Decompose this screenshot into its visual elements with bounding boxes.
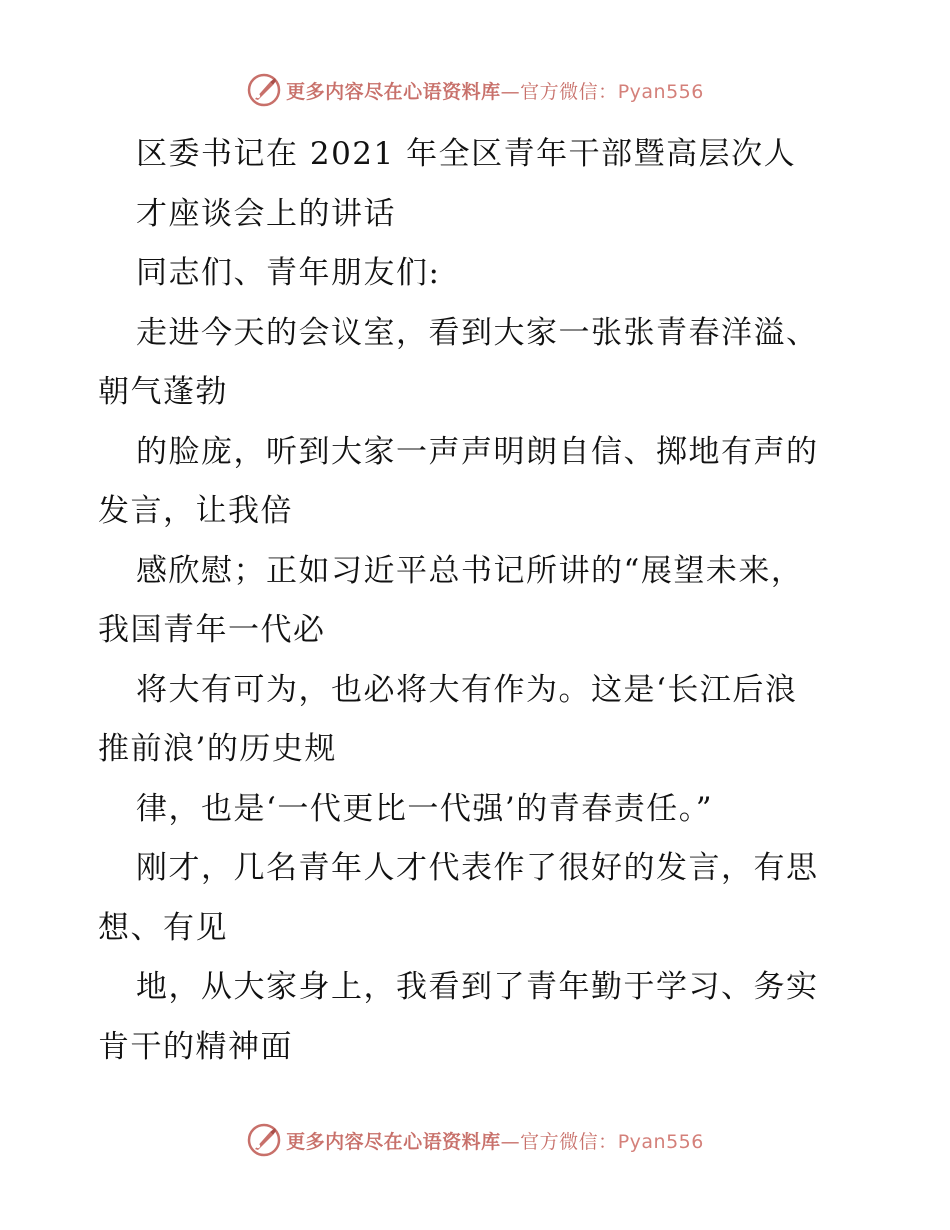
paragraph-line: 将大有可为，也必将大有作为。这是‘长江后浪 — [136, 671, 798, 708]
feather-seal-logo-icon — [246, 1122, 282, 1158]
paragraph-line: 推前浪’的历史规 — [98, 731, 337, 767]
watermark-wechat-id: Pyan556 — [617, 80, 704, 103]
watermark-separator: — — [500, 80, 521, 103]
title-line-1: 区委书记在 2021 年全区青年干部暨高层次人 — [136, 136, 797, 172]
salutation: 同志们、青年朋友们: — [136, 255, 441, 291]
paragraph-line: 发言，让我倍 — [98, 493, 293, 529]
watermark-wechat-label: 官方微信： — [520, 1130, 618, 1153]
paragraph-line: 想、有见 — [98, 909, 228, 946]
watermark-footer — [0, 1120, 950, 1160]
paragraph-line: 我国青年一代必 — [98, 612, 326, 648]
paragraph-line: 的脸庞，听到大家一声声明朗自信、掷地有声的 — [136, 433, 819, 470]
paragraph-line: 感欣慰；正如习近平总书记所讲的“展望未来， — [136, 552, 804, 589]
paragraph-line: 肯干的精神面 — [98, 1028, 293, 1065]
title-line-2: 才座谈会上的讲话 — [136, 195, 396, 232]
watermark-header — [0, 70, 950, 110]
paragraph-line: 走进今天的会议室，看到大家一张张青春洋溢、 — [136, 314, 819, 351]
watermark-separator: — — [500, 1130, 521, 1153]
paragraph-line: 律，也是‘一代更比一代强’的青春责任。” — [136, 790, 714, 827]
watermark-wechat-id: Pyan556 — [617, 1130, 704, 1153]
document-body — [98, 125, 858, 1077]
watermark-main-text: 更多内容尽在心语资料库 — [286, 80, 501, 103]
feather-seal-logo-icon — [246, 72, 282, 108]
watermark-text — [286, 1127, 704, 1154]
watermark-text — [286, 77, 704, 104]
paragraph-line: 朝气蓬勃 — [98, 374, 228, 410]
paragraph-line: 刚才，几名青年人才代表作了很好的发言，有思 — [136, 850, 819, 886]
watermark-wechat-label: 官方微信： — [520, 80, 618, 103]
paragraph-line: 地，从大家身上，我看到了青年勤于学习、务实 — [136, 969, 819, 1005]
watermark-main-text: 更多内容尽在心语资料库 — [286, 1130, 501, 1153]
